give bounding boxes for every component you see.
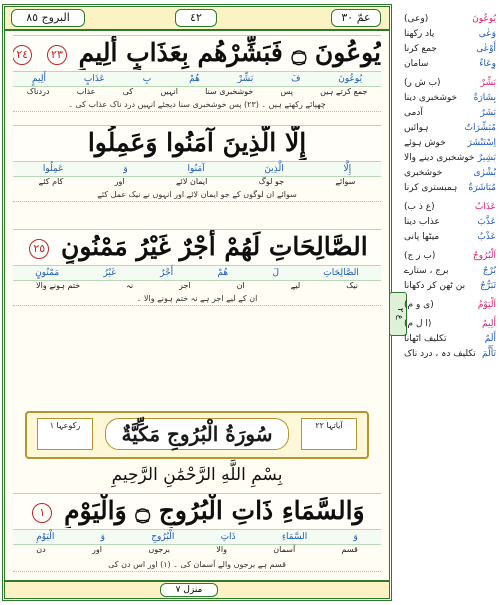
- glossary-row: [404, 264, 496, 278]
- translation-4: قسم ہے برجوں والے آسمان کی ۔ (۱) اور اس دن کی: [13, 559, 381, 572]
- word: ذَاتِ: [220, 532, 236, 542]
- glossary-term: عَذَابٌ: [474, 202, 496, 212]
- word: بِ: [142, 74, 152, 84]
- arabic-line-1: [13, 35, 381, 70]
- translation-3: ان کے لیے اجر ہے نہ ختم ہونے والا ۔: [13, 293, 381, 306]
- word: لَ: [272, 268, 280, 278]
- word: الصَّالِحَاتِ: [323, 268, 359, 278]
- glossary-row: [404, 347, 496, 361]
- word-row-2: [13, 161, 381, 177]
- glossary-row: [404, 76, 496, 90]
- meaning-row-4: [13, 544, 381, 556]
- word-meaning: عذاب: [76, 87, 96, 96]
- main-text-frame: [2, 4, 392, 601]
- glossary-term: مُبَاشَرَةٌ: [468, 183, 496, 193]
- word: عَمِلُوا: [42, 164, 64, 174]
- glossary-meaning: سامان: [404, 59, 429, 69]
- glossary-term: بَشِّرْ: [480, 78, 496, 88]
- arabic-text-2: إِلَّا الَّذِينَ آمَنُوا وَعَمِلُوا: [87, 128, 307, 157]
- glossary-meaning: برج ، ستارے: [404, 266, 449, 276]
- word: عَذَابٍ: [83, 74, 105, 84]
- ayah-marker: ٢٥: [29, 239, 49, 259]
- glossary-meaning: (ب ش ر): [404, 78, 441, 88]
- glossary-meaning: آدمی: [404, 108, 423, 118]
- word-meaning: قسم: [341, 545, 358, 554]
- glossary-row: [404, 57, 496, 71]
- word: أَلِيمٍ: [32, 74, 46, 84]
- glossary-meaning: (ع ذ ب): [404, 202, 435, 212]
- ayah-marker: ٢٣: [47, 45, 67, 65]
- glossary-meaning: (ب ر ج): [404, 251, 436, 261]
- word: الَّذِينَ: [264, 164, 284, 174]
- word: آمَنُوا: [187, 164, 205, 174]
- glossary-term: أَلَمٌ: [484, 334, 496, 344]
- word: فَ: [291, 74, 301, 84]
- glossary-row: [404, 215, 496, 229]
- word-meaning: انہیں: [160, 87, 178, 96]
- glossary-term: عَذَّبَ: [477, 217, 496, 227]
- word: هُمْ: [189, 74, 200, 84]
- ayat-count: آیاتہا ۲۲: [301, 418, 357, 450]
- word: الْيَوْمِ: [36, 532, 55, 542]
- word-row-3: [13, 265, 381, 281]
- word-meaning: آسمان: [273, 545, 296, 554]
- glossary-column: [404, 8, 496, 598]
- glossary-meaning: عذاب دینا: [404, 217, 440, 227]
- bismillah: بِسْمِ اللَّهِ الرَّحْمَٰنِ الرَّحِيمِ: [111, 465, 283, 485]
- glossary-meaning: (ی و م): [404, 300, 434, 310]
- word: السَّمَاءِ: [281, 532, 308, 542]
- arabic-text-1: يُوعُونَ ۝ فَبَشِّرْهُم بِعَذَابٍ أَلِيمٍ: [78, 38, 381, 67]
- word-row-1: [13, 71, 381, 87]
- glossary-term: أَلِيمٌ: [482, 319, 496, 329]
- word: وَ: [353, 532, 358, 542]
- glossary-meaning: خوشخبری دینے والا: [404, 153, 475, 163]
- ayah-marker: ١: [32, 503, 52, 523]
- ruku-side-tab: ع ۲: [389, 292, 407, 336]
- glossary-term: أَوْعٰی: [476, 44, 496, 54]
- glossary-meaning: تکلیف دہ ، درد ناک: [404, 349, 476, 359]
- glossary-row: [404, 151, 496, 165]
- glossary-term: يُوعُونَ: [472, 14, 496, 24]
- word: الْبُرُوجِ: [151, 532, 175, 542]
- word: أَجْرٌ: [160, 268, 174, 278]
- glossary-meaning: ہمبستری کرنا: [404, 183, 458, 193]
- glossary-term: مُبَشِّرَاتٌ: [464, 123, 496, 133]
- word: إِلَّا: [343, 164, 352, 174]
- ruku-count: رکوعہا ۱: [37, 418, 93, 450]
- glossary-term: بَشِيرٌ: [477, 153, 496, 163]
- surah-label: البروج ٨٥: [11, 9, 85, 27]
- glossary-term: عَذْبٌ: [477, 232, 496, 242]
- word: وَ: [100, 532, 105, 542]
- word-meaning: خوشخبری سنا: [205, 87, 254, 96]
- glossary-meaning: ہوائیں: [404, 123, 429, 133]
- word-meaning: کام کئے: [38, 177, 64, 186]
- glossary-row: [404, 230, 496, 244]
- word-meaning: برجوں: [148, 545, 170, 554]
- glossary-meaning: بن ٹھن کر دکھانا: [404, 281, 466, 291]
- glossary-meaning: (ا ل م): [404, 319, 432, 329]
- glossary-row: [404, 121, 496, 135]
- word-meaning: لیے: [290, 281, 301, 290]
- glossary-row: [404, 317, 496, 331]
- glossary-row: [404, 166, 496, 180]
- surah-title-block: [25, 411, 369, 459]
- glossary-meaning: خوشخبری دینا: [404, 93, 458, 103]
- arabic-line-2: [13, 125, 381, 160]
- word-meaning: ان: [236, 281, 245, 290]
- manzil-label: منزل ۷: [160, 583, 218, 597]
- glossary-meaning: یاد رکھنا: [404, 29, 435, 39]
- glossary-term: بُرْجٌ: [482, 266, 496, 276]
- word-meaning: اجر: [179, 281, 191, 290]
- word-meaning: نیک: [346, 281, 359, 290]
- glossary-term: بِشَارَةٌ: [473, 93, 496, 103]
- word-meaning: دن: [36, 545, 46, 554]
- glossary-row: [404, 136, 496, 150]
- glossary-meaning: (وعی): [404, 14, 429, 24]
- glossary-row: [404, 42, 496, 56]
- arabic-text-4: وَالسَّمَاءِ ذَاتِ الْبُرُوجِ ۝ وَالْيَوْمِ: [64, 496, 365, 525]
- word-meaning: اور: [92, 545, 102, 554]
- surah-title: سُورَةُ الْبُرُوجِ مَكِّيَّةٌ: [105, 418, 289, 450]
- translation-2: سوائے ان لوگوں کے جو ایمان لائے اور انہوں نے نیک عمل کئے: [13, 189, 381, 202]
- word-meaning: جمع کرتے ہیں: [320, 87, 368, 96]
- glossary-row: [404, 200, 496, 214]
- glossary-term: وِعَاءٌ: [479, 59, 496, 69]
- glossary-term: تَأَلَّمَ: [482, 349, 496, 359]
- meaning-row-3: [13, 280, 381, 292]
- word-meaning: کی: [122, 87, 134, 96]
- glossary-row: [404, 332, 496, 346]
- glossary-term: وَعٰی: [478, 29, 496, 39]
- word: وَ: [123, 164, 128, 174]
- arabic-text-3: الصَّالِحَاتِ لَهُمْ أَجْرٌ غَيْرُ مَمْنُونٍ: [61, 232, 368, 261]
- glossary-term: اِسْتَبْشَرَ: [467, 138, 496, 148]
- word-meaning: پس: [280, 87, 293, 96]
- part-label: عمّ ٣٠: [331, 9, 381, 27]
- ayah-marker: ٢٤: [13, 45, 32, 65]
- glossary-row: [404, 181, 496, 195]
- word-meaning: ایمان لائے: [175, 177, 208, 186]
- glossary-row: [404, 298, 496, 312]
- glossary-row: [404, 91, 496, 105]
- word: غَيْرُ: [103, 268, 116, 278]
- glossary-row: [404, 106, 496, 120]
- page-number: ٤٢: [175, 9, 217, 27]
- page-footer: [5, 580, 389, 598]
- arabic-line-3: [13, 229, 381, 264]
- word-meaning: ختم ہونے والا: [36, 281, 81, 290]
- arabic-line-4: [13, 493, 381, 528]
- word-meaning: جو لوگ: [258, 177, 285, 186]
- word: بَشِّرْ: [237, 74, 254, 84]
- word-row-4: [13, 529, 381, 545]
- glossary-term: اَلْبُرُوجُ: [472, 251, 496, 261]
- glossary-meaning: خوشخبری: [404, 168, 443, 178]
- glossary-meaning: جمع کرنا: [404, 44, 437, 54]
- glossary-row: [404, 279, 496, 293]
- glossary-row: [404, 249, 496, 263]
- word: مَمْنُونٍ: [35, 268, 60, 278]
- word-meaning: نہ: [126, 281, 134, 290]
- word: يُوعُونَ: [338, 74, 363, 84]
- word-meaning: اور: [114, 177, 125, 186]
- glossary-meaning: خوش ہوئے: [404, 138, 446, 148]
- page-header: [5, 7, 389, 31]
- word-meaning: والا: [216, 545, 227, 554]
- glossary-meaning: میٹھا پانی: [404, 232, 440, 242]
- glossary-row: [404, 12, 496, 26]
- glossary-term: بَشَرٌ: [480, 108, 496, 118]
- glossary-row: [404, 27, 496, 41]
- glossary-term: تَبَرُّجٌ: [480, 281, 496, 291]
- translation-1: چھپائے رکھتے ہیں ۔ (۲۳) پس خوشخبری سنا دیجئے انہیں درد ناک عذاب کی ۔: [13, 99, 381, 112]
- meaning-row-2: [13, 176, 381, 188]
- glossary-term: اَلْيَوْمُ: [477, 300, 496, 310]
- word-meaning: سوائے: [335, 177, 356, 186]
- word: هُمْ: [217, 268, 229, 278]
- word-meaning: دردناک: [26, 87, 50, 96]
- glossary-meaning: تکلیف اٹھانا: [404, 334, 447, 344]
- meaning-row-1: [13, 86, 381, 98]
- glossary-term: بُشْرٰی: [473, 168, 496, 178]
